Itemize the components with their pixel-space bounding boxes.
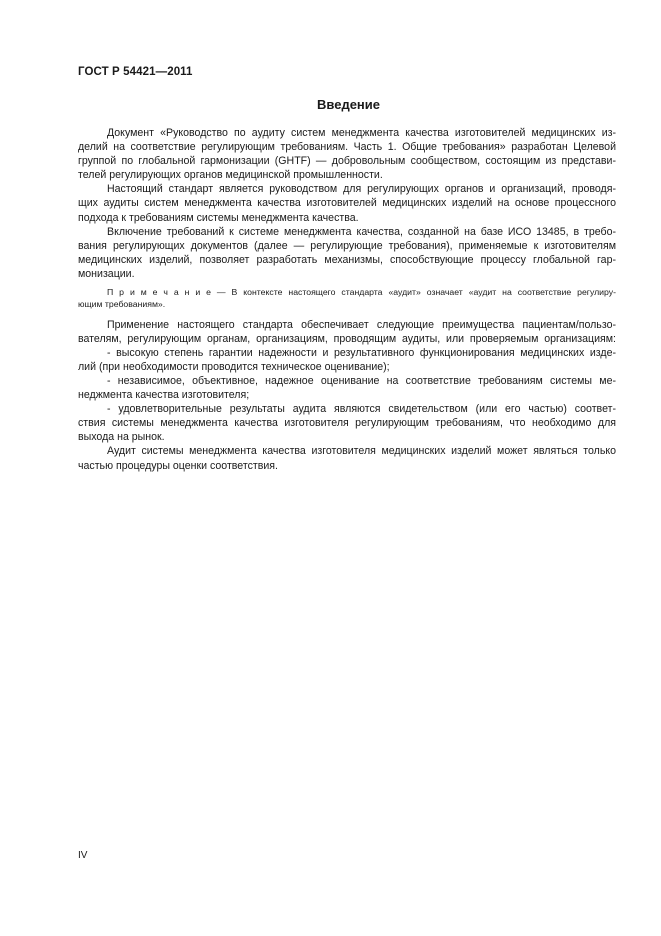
page-number: IV xyxy=(78,850,88,861)
text-line: Настоящий стандарт является руководством для регулирующих органов и организаций, проводя- xyxy=(107,183,616,196)
note xyxy=(78,287,616,311)
text-line: неджмента качества изготовителя; xyxy=(78,389,250,402)
text-line: лий (при необходимости проводится техническое оценивание); xyxy=(78,360,390,373)
text-line: Применение настоящего стандарта обеспечивает следующие преимущества пациентам/пользо- xyxy=(107,318,616,331)
text-line: монизации. xyxy=(78,267,135,280)
text-line: выхода на рынок. xyxy=(78,431,165,444)
text-line: вателям, регулирующим органам, организациям, проводящим аудиты, или проверяемым организациям: xyxy=(78,332,616,345)
text-line: Включение требований к системе менеджмента качества, созданной на базе ИСО 13485, в требо- xyxy=(107,225,616,238)
paragraph-5 xyxy=(78,444,616,472)
text-line: - высокую степень гарантии надежности и результативного функционирования медицинских изде- xyxy=(107,346,616,359)
text-line: частью процедуры оценки соответствия. xyxy=(78,459,278,472)
text-line: - независимое, объективное, надежное оценивание на соответствие требованиям системы ме- xyxy=(107,375,616,387)
text-line: делий на соответствие регулирующим требованиям. Часть 1. Общие требования» разработан Целевой xyxy=(78,141,616,154)
text-line: вания регулирующих документов (далее — регулирующие требования), применяемые к изготовителям xyxy=(78,239,616,252)
text-line: телей регулирующих органов медицинской промышленности. xyxy=(78,169,383,182)
paragraph-1 xyxy=(78,126,616,182)
section-title: Введение xyxy=(317,97,380,112)
text-line: медицинских изделий, позволяет разработать механизмы, способствующие процессу глобальной гар- xyxy=(78,253,616,266)
paragraph-3 xyxy=(78,225,616,281)
bullet-3 xyxy=(78,402,616,444)
text-line: Аудит системы менеджмента качества изготовителя медицинских изделий может являться только xyxy=(107,445,616,458)
bullet-2 xyxy=(78,374,616,402)
document-body xyxy=(78,126,616,473)
bullet-1 xyxy=(78,346,616,374)
text-line: группой по глобальной гармонизации (GHTF) — добровольным сообществом, состоящим из представи- xyxy=(78,155,616,168)
paragraph-4 xyxy=(78,318,616,346)
paragraph-2 xyxy=(78,182,616,224)
standard-header: ГОСТ Р 54421—2011 xyxy=(78,66,193,78)
text-line: щих аудиты систем менеджмента качества изготовителей медицинских изделий на основе процессного xyxy=(78,197,616,210)
note-line: П р и м е ч а н и е — В контексте настоящего стандарта «аудит» означает «аудит на соответствие регулиру- xyxy=(107,287,616,298)
text-line: подхода к требованиям системы менеджмента качества. xyxy=(78,211,359,224)
text-line: - удовлетворительные результаты аудита являются свидетельством (или его частью) соответ- xyxy=(107,403,616,416)
note-line: ющим требованиям». xyxy=(78,298,166,309)
text-line: ствия системы менеджмента качества изготовителя регулирующим требованиям, что необходимо для xyxy=(78,417,616,430)
text-line: Документ «Руководство по аудиту систем менеджмента качества изготовителей медицинских из- xyxy=(107,127,616,139)
